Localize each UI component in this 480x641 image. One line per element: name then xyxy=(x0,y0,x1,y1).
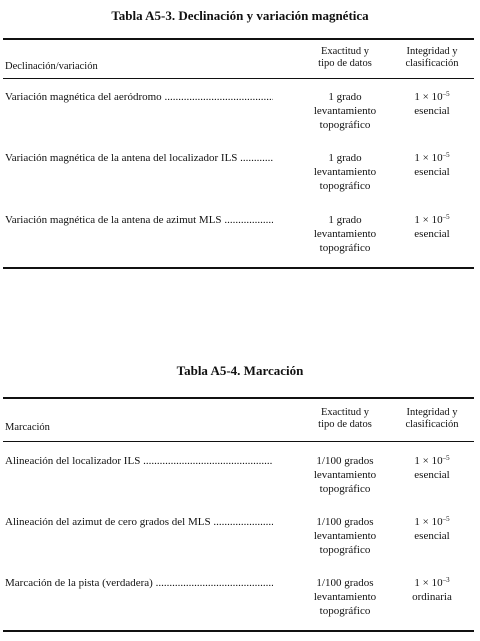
accuracy-type: levantamiento xyxy=(313,469,377,481)
accuracy-type-2: topográfico xyxy=(319,483,371,495)
accuracy-value: 1/100 grados xyxy=(316,577,374,589)
accuracy-type-2: topográfico xyxy=(319,180,371,192)
accuracy-type-2: topográfico xyxy=(319,544,371,556)
row-label: Variación magnética del aeródromo ..... xyxy=(5,90,273,104)
item-header: Marcación xyxy=(5,422,50,433)
table-a5-4-title: Tabla A5-4. Marcación xyxy=(176,363,304,378)
integrity-header-line2: clasificación xyxy=(405,58,459,69)
integrity-value: $1 \times 10^{-5}$ xyxy=(414,454,450,467)
integrity-header-line1: Integridad y xyxy=(406,46,458,57)
accuracy-value: 1 grado xyxy=(328,91,362,103)
accuracy-header-line2: tipo de datos xyxy=(318,58,372,69)
accuracy-type: levantamiento xyxy=(313,530,377,542)
table-bottom-rule xyxy=(3,267,474,269)
table-top-rule xyxy=(3,397,474,399)
integrity-value: $1 \times 10^{-3}$ xyxy=(414,576,450,589)
integrity-class: esencial xyxy=(414,166,450,178)
row-accuracy xyxy=(300,515,390,557)
accuracy-header-line2: tipo de datos xyxy=(318,419,372,430)
accuracy-type: levantamiento xyxy=(313,166,377,178)
integrity-value: $1 \times 10^{-5}$ xyxy=(414,90,450,103)
row-integrity xyxy=(392,454,472,482)
row-label: Variación magnética de la antena del localizador ILS ..... xyxy=(5,151,273,165)
integrity-class: esencial xyxy=(414,469,450,481)
item-header: Declinación/variación xyxy=(5,61,98,72)
accuracy-type: levantamiento xyxy=(313,228,377,240)
integrity-value: $1 \times 10^{-5}$ xyxy=(414,213,450,226)
integrity-class: esencial xyxy=(414,228,450,240)
row-label: Alineación del localizador ILS ..... xyxy=(5,454,273,468)
integrity-header xyxy=(392,46,472,70)
integrity-class: esencial xyxy=(414,105,450,117)
accuracy-value: 1 grado xyxy=(328,214,362,226)
row-accuracy xyxy=(300,576,390,618)
table-top-rule xyxy=(3,38,474,40)
table-a5-3-title: Tabla A5-3. Declinación y variación magnética xyxy=(111,8,369,23)
integrity-value: $1 \times 10^{-5}$ xyxy=(414,515,450,528)
row-accuracy xyxy=(300,454,390,496)
row-accuracy xyxy=(300,90,390,132)
row-integrity xyxy=(392,90,472,118)
row-integrity xyxy=(392,151,472,179)
row-integrity xyxy=(392,515,472,543)
row-integrity xyxy=(392,576,472,604)
row-accuracy xyxy=(300,213,390,255)
header-rule xyxy=(3,441,474,442)
table-bottom-rule xyxy=(3,630,474,632)
accuracy-type: levantamiento xyxy=(313,591,377,603)
row-label: Alineación del azimut de cero grados del MLS ..... xyxy=(5,515,273,529)
row-label: Marcación de la pista (verdadera) ..... xyxy=(5,576,273,590)
row-integrity xyxy=(392,213,472,241)
header-rule xyxy=(3,78,474,79)
integrity-header-line1: Integridad y xyxy=(406,407,458,418)
accuracy-type: levantamiento xyxy=(313,105,377,117)
integrity-class: ordinaria xyxy=(412,591,452,603)
accuracy-value: 1 grado xyxy=(328,152,362,164)
row-accuracy xyxy=(300,151,390,193)
accuracy-header xyxy=(300,46,390,70)
integrity-header xyxy=(392,407,472,431)
integrity-header-line2: clasificación xyxy=(405,419,459,430)
integrity-class: esencial xyxy=(414,530,450,542)
accuracy-value: 1/100 grados xyxy=(316,516,374,528)
accuracy-type-2: topográfico xyxy=(319,242,371,254)
accuracy-header xyxy=(300,407,390,431)
accuracy-type-2: topográfico xyxy=(319,119,371,131)
row-label: Variación magnética de la antena de azimut MLS ..... xyxy=(5,213,273,227)
accuracy-type-2: topográfico xyxy=(319,605,371,617)
integrity-value: $1 \times 10^{-5}$ xyxy=(414,151,450,164)
accuracy-header-line1: Exactitud y xyxy=(320,46,370,57)
accuracy-header-line1: Exactitud y xyxy=(320,407,370,418)
accuracy-value: 1/100 grados xyxy=(316,455,374,467)
